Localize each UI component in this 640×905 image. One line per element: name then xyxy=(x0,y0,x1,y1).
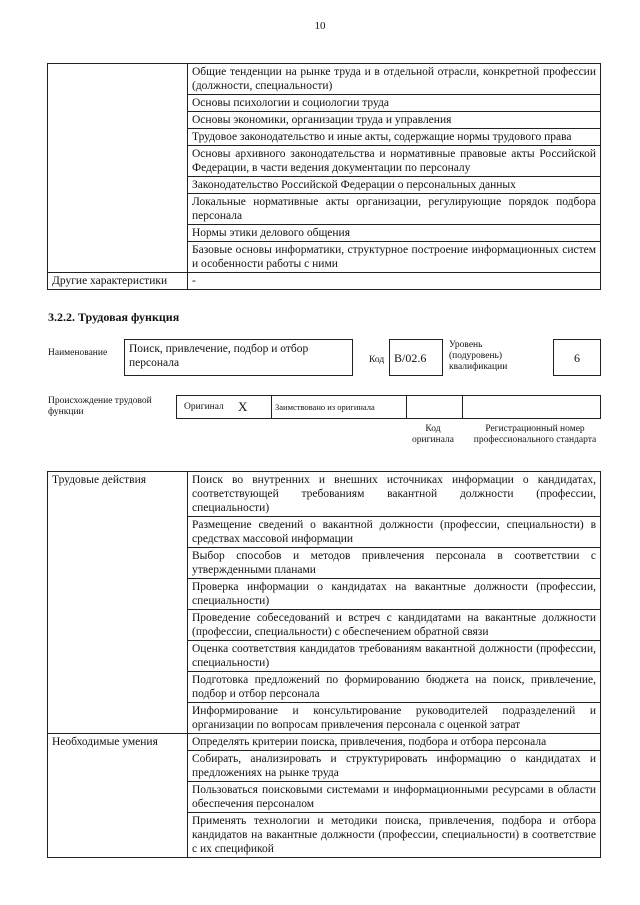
code-label: Код xyxy=(369,355,385,365)
labor-action-item: Проверка информации о кандидатах на вакантные должности (профессии, специальности) xyxy=(188,579,601,610)
labor-action-item: Оценка соответствия кандидатов требованиям вакантной должности (профессии, специальности) xyxy=(188,641,601,672)
skill-item: Определять критерии поиска, привлечения, подбора и отбора персонала xyxy=(188,734,601,751)
page-number: 10 xyxy=(314,20,326,32)
knowledge-label-cell xyxy=(48,64,188,273)
code-original-caption: Код оригинала xyxy=(412,424,454,445)
original-mark: X xyxy=(238,399,248,414)
skill-item: Применять технологии и методики поиска, привлечения, подбора и отбора кандидатов на вакантные должности (профессии, специальности) в соответствие с их спецификой xyxy=(188,813,601,858)
other-characteristics-label: Другие характеристики xyxy=(48,273,188,290)
labor-action-item: Проведение собеседований и встреч с кандидатами на вакантные должности (профессии, специальности) с обеспечением обратной связи xyxy=(188,610,601,641)
skill-item: Собирать, анализировать и структурировать информацию о кандидатах и предложениях на рынке труда xyxy=(188,751,601,782)
knowledge-item: Общие тенденции на рынке труда и в отдельной отрасли, конкретной профессии (должности, специальности) xyxy=(188,64,601,95)
skill-item: Пользоваться поисковыми системами и информационными ресурсами в области обеспечения персоналом xyxy=(188,782,601,813)
reg-number-caption: Регистрационный номер профессионального стандарта xyxy=(473,424,597,445)
knowledge-item: Трудовое законодательство и иные акты, содержащие нормы трудового права xyxy=(188,129,601,146)
knowledge-item: Основы архивного законодательства и нормативные правовые акты Российской Федерации, в части ведения документации по персоналу xyxy=(188,146,601,177)
knowledge-item: Основы экономики, организации труда и управления xyxy=(188,112,601,129)
function-details-table xyxy=(47,471,601,858)
other-characteristics-value: - xyxy=(188,273,601,290)
knowledge-item: Основы психологии и социологии труда xyxy=(188,95,601,112)
borrowed-label: Заимствовано из оригинала xyxy=(275,402,375,412)
function-name-value: Поиск, привлечение, подбор и отбор персонала xyxy=(129,343,309,369)
labor-action-item: Подготовка предложений по формированию бюджета на поиск, привлечение, подбор и отбор персонала xyxy=(188,672,601,703)
labor-actions-label: Трудовые действия xyxy=(48,472,188,734)
labor-action-item: Информирование и консультирование руководителей подразделений и организации по вопросам привлечения персонала с оценкой затрат xyxy=(188,703,601,734)
origin-box xyxy=(176,395,601,419)
table-row xyxy=(48,64,601,95)
labor-action-item: Поиск во внутренних и внешних источниках информации о кандидатах, соответствующей требованиям вакантной должности (профессии, специальности) xyxy=(188,472,601,517)
knowledge-item: Законодательство Российской Федерации о персональных данных xyxy=(188,177,601,194)
level-box xyxy=(553,339,601,376)
level-value: 6 xyxy=(574,351,580,365)
knowledge-item: Нормы этики делового общения xyxy=(188,225,601,242)
section-heading: 3.2.2. Трудовая функция xyxy=(48,310,180,324)
skills-label: Необходимые умения xyxy=(48,734,188,858)
function-name-box xyxy=(124,339,353,376)
code-box xyxy=(389,339,443,376)
origin-label: Происхождение трудовой функции xyxy=(48,396,152,417)
knowledge-table xyxy=(47,63,601,290)
original-label: Оригинал xyxy=(184,402,224,412)
table-row xyxy=(48,734,601,751)
code-value: B/02.6 xyxy=(394,351,427,365)
knowledge-item: Базовые основы информатики, структурное построение информационных систем и особенности работы с ними xyxy=(188,242,601,273)
labor-action-item: Выбор способов и методов привлечения персонала в соответствии с утвержденными планами xyxy=(188,548,601,579)
table-row xyxy=(48,472,601,517)
name-label: Наименование xyxy=(48,348,108,358)
knowledge-item: Локальные нормативные акты организации, регулирующие порядок подбора персонала xyxy=(188,194,601,225)
labor-action-item: Размещение сведений о вакантной должности (профессии, специальности) в средствах массовой информации xyxy=(188,517,601,548)
table-row xyxy=(48,273,601,290)
level-label: Уровень (подуровень) квалификации xyxy=(449,340,508,372)
